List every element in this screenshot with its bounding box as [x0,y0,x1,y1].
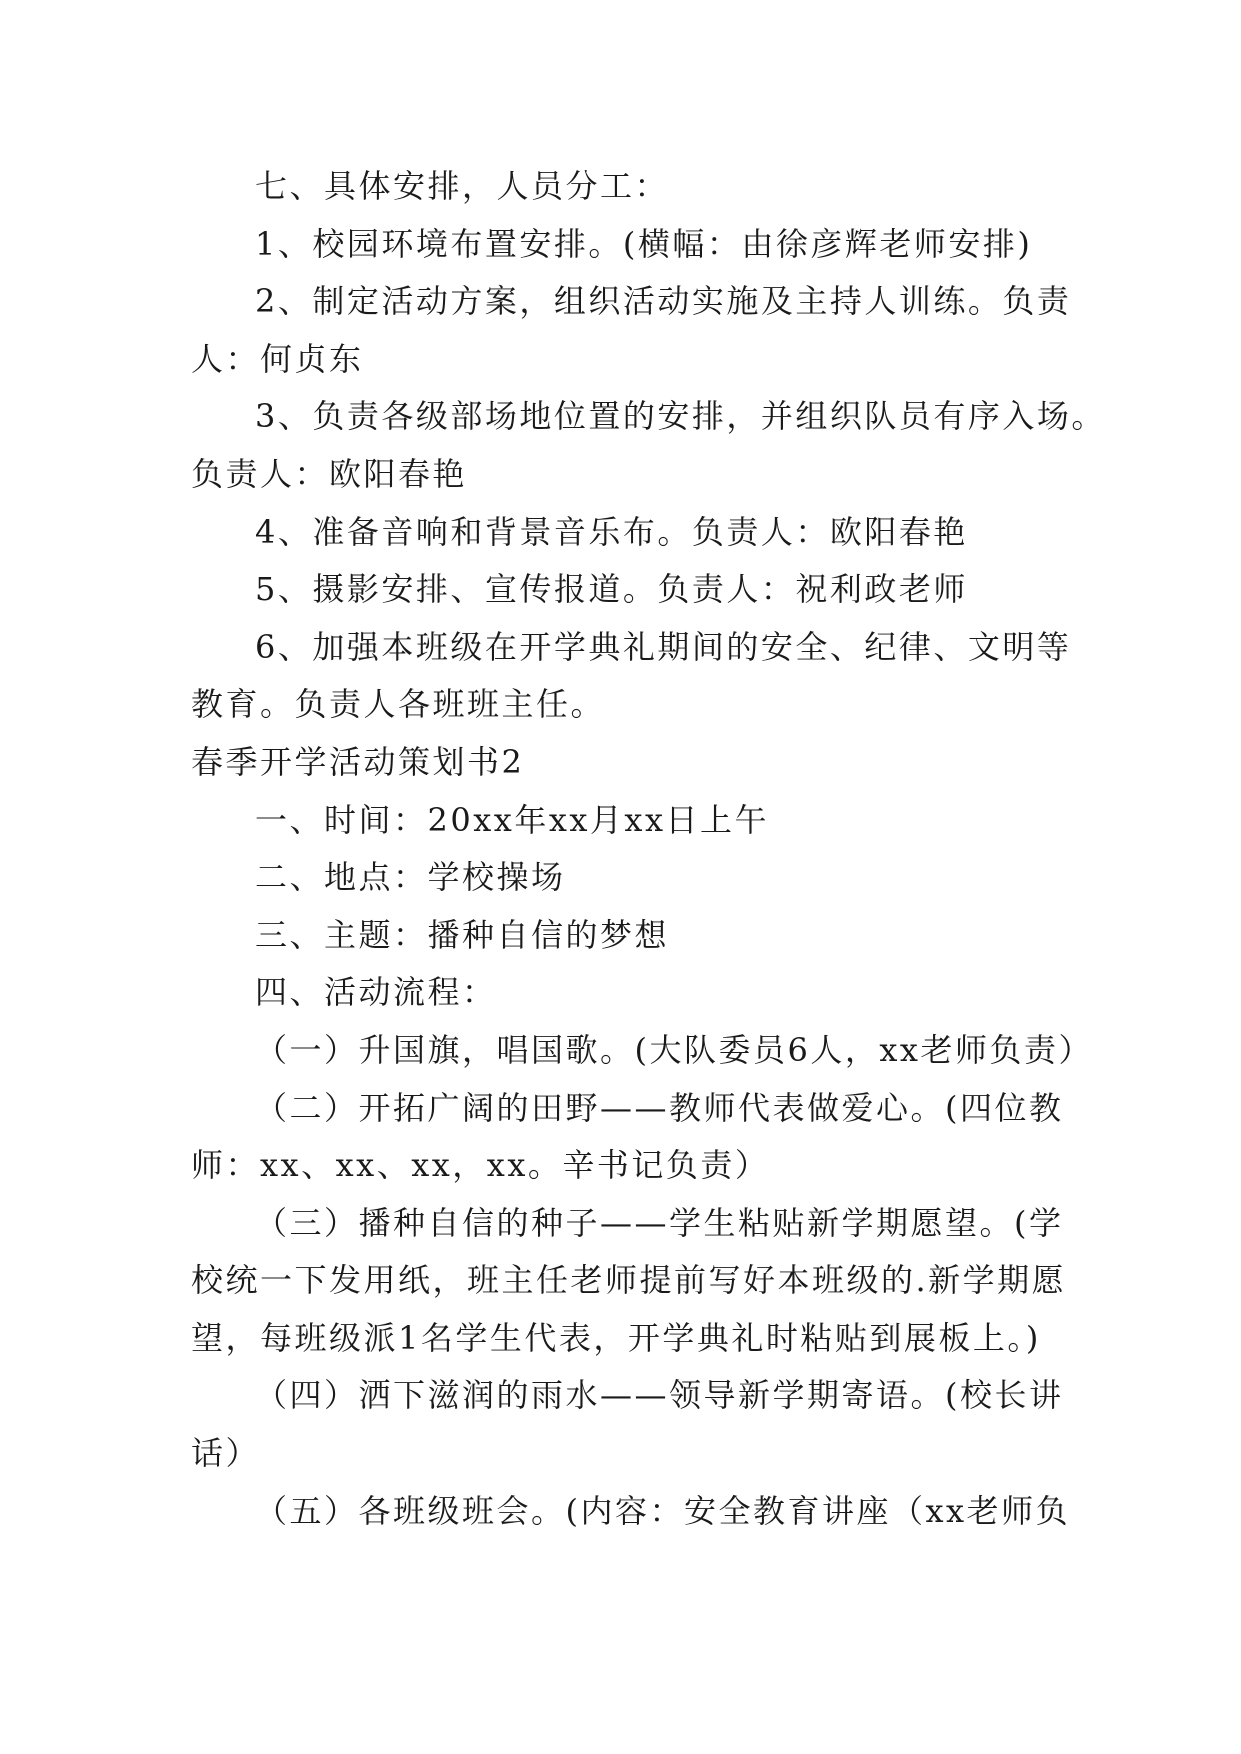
process-step-4-continued: 话） [191,1434,261,1473]
process-step-2-continued: 师：xx、xx、xx，xx。辛书记负责） [191,1146,770,1185]
section-theme: 三、主题：播种自信的梦想 [255,915,670,954]
list-item-6: 6、加强本班级在开学典礼期间的安全、纪律、文明等 [255,627,1072,666]
document-body [191,158,1106,1540]
list-item-6-continued: 教育。负责人各班班主任。 [191,685,606,724]
process-step-5: （五）各班级班会。(内容：安全教育讲座（xx老师负 [255,1491,1071,1530]
section-location: 二、地点：学校操场 [255,858,566,897]
process-step-1: （一）升国旗，唱国歌。(大队委员6人，xx老师负责） [255,1030,1093,1069]
process-step-4: （四）洒下滋润的雨水——领导新学期寄语。(校长讲 [255,1376,1064,1415]
list-item-2-continued: 人：何贞东 [191,339,364,378]
process-step-2: （二）开拓广阔的田野——教师代表做爱心。(四位教 [255,1088,1064,1127]
process-step-3-continued-1: 校统一下发用纸，班主任老师提前写好本班级的.新学期愿 [191,1261,1067,1300]
section-process: 四、活动流程： [255,973,497,1012]
section-time: 一、时间：20xx年xx月xx日上午 [255,800,770,839]
list-item-2: 2、制定活动方案，组织活动实施及主持人训练。负责 [255,282,1072,321]
list-item-3-continued: 负责人：欧阳春艳 [191,454,468,493]
process-step-3: （三）播种自信的种子——学生粘贴新学期愿望。(学 [255,1203,1064,1242]
list-item-5: 5、摄影安排、宣传报道。负责人：祝利政老师 [255,570,968,609]
process-step-3-continued-2: 望，每班级派1名学生代表，开学典礼时粘贴到展板上。) [191,1318,1041,1357]
list-item-4: 4、准备音响和背景音乐布。负责人：欧阳春艳 [255,512,968,551]
list-item-1: 1、校园环境布置安排。(横幅：由徐彦辉老师安排) [255,224,1033,263]
document-title-2: 春季开学活动策划书2 [191,742,525,781]
list-item-3: 3、负责各级部场地位置的安排，并组织队员有序入场。 [255,397,1106,436]
section-heading-arrangement: 七、具体安排，人员分工： [255,167,670,205]
